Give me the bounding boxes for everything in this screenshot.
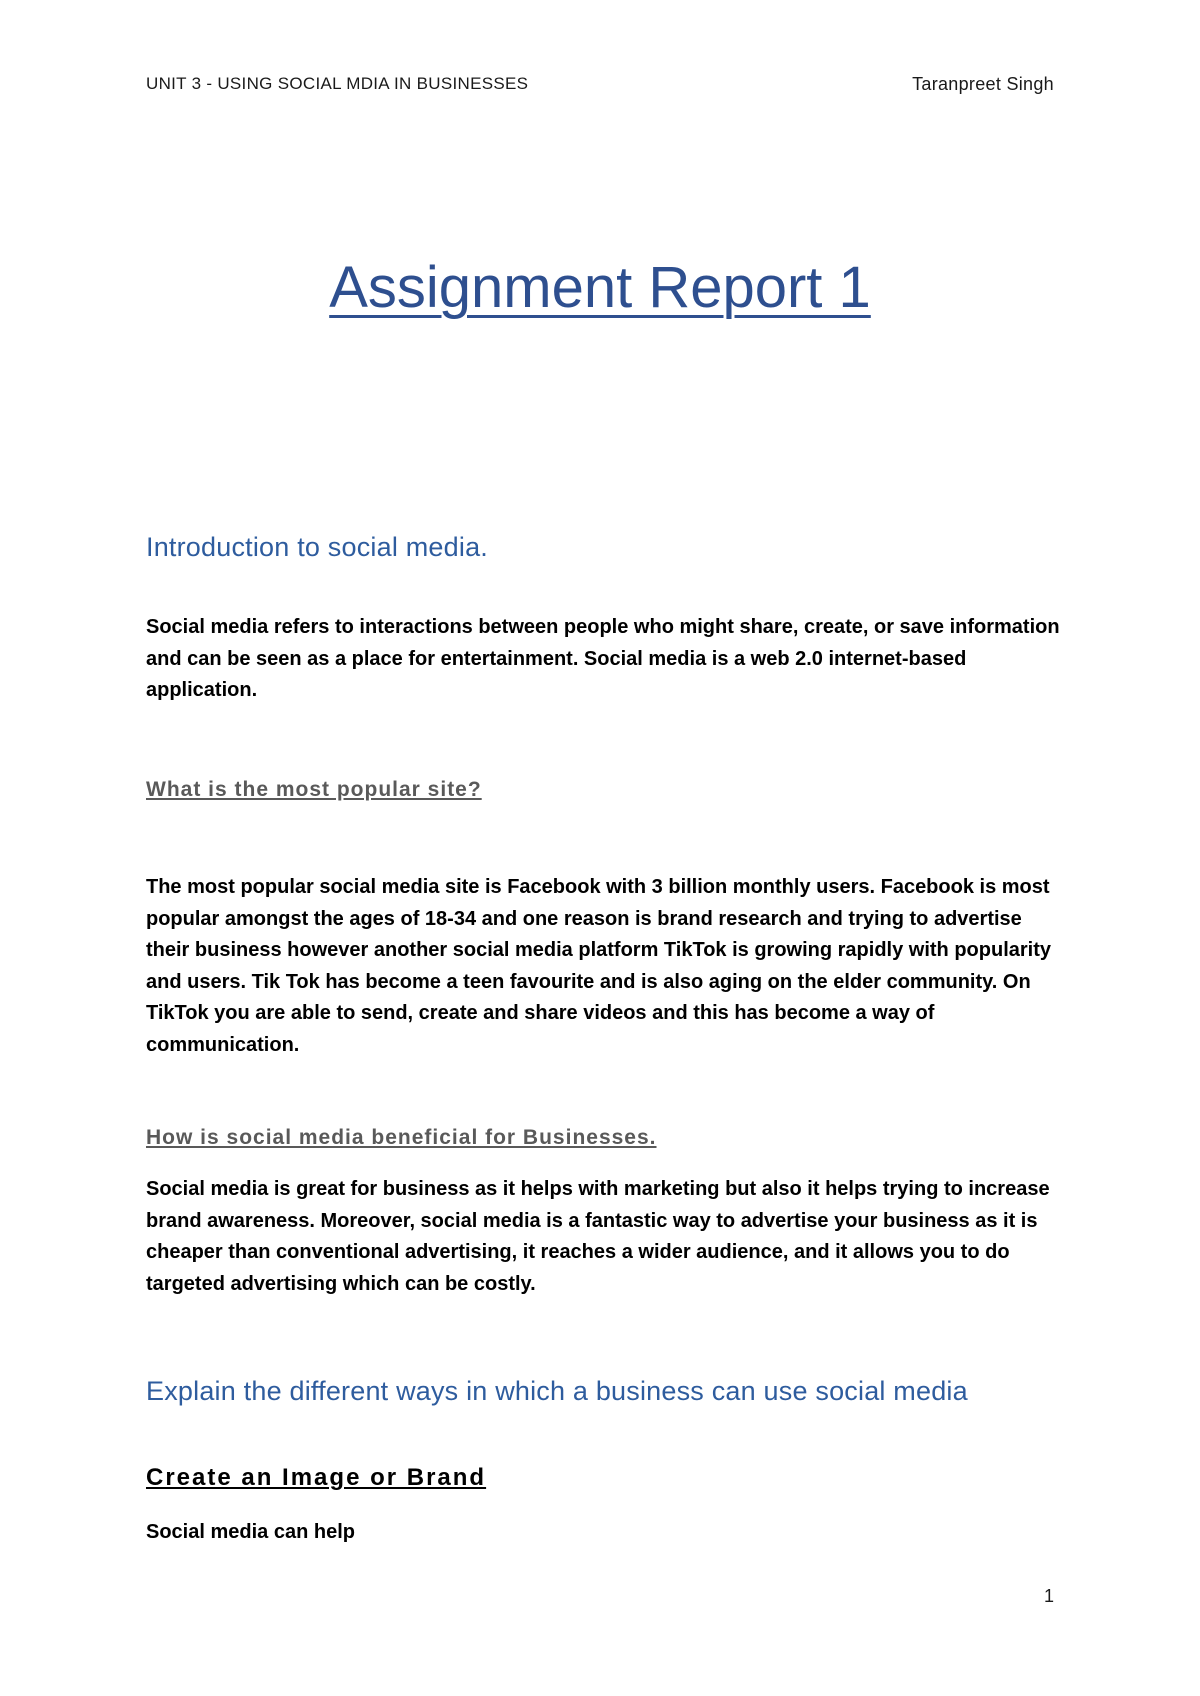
- page-number: 1: [1043, 1586, 1054, 1606]
- heading-create-image-brand: Create an Image or Brand: [146, 1464, 487, 1491]
- paragraph-business-benefits: Social media is great for business as it helps with marketing but also it helps trying to increase brand awareness. Moreover, social media is a fantastic way to advertise your business as it is cheaper than conventional advertising, it reaches a wider audience, and it allows you to do targeted advertising which can be costly.: [146, 1178, 1050, 1295]
- header-unit-title: UNIT 3 - USING SOCIAL MDIA IN BUSINESSES: [146, 74, 529, 93]
- paragraph-most-popular-site: The most popular social media site is Facebook with 3 billion monthly users. Facebook is most popular amongst the ages of 18-34 and one reason is brand research and trying to advertise their business however another social media platform TikTok is growing rapidly with popularity and users. Tik Tok has become a teen favourite and is also aging on the elder community. On TikTok you are able to send, create and share videos and this has become a way of communication.: [146, 876, 1051, 1056]
- paragraph-introduction: Social media refers to interactions between people who might share, create, or save information and can be seen as a place for entertainment. Social media is a web 2.0 internet-based application.: [146, 616, 1060, 701]
- heading-business-benefits: How is social media beneficial for Businesses.: [146, 1126, 657, 1149]
- heading-introduction: Introduction to social media.: [146, 532, 488, 562]
- page-title-text: Assignment Report 1: [329, 255, 871, 320]
- page-title: [0, 256, 1200, 320]
- heading-most-popular-site: What is the most popular site?: [146, 778, 482, 801]
- heading-business-uses: Explain the different ways in which a business can use social media: [146, 1376, 968, 1406]
- header-author: Taranpreet Singh: [912, 74, 1054, 94]
- paragraph-create-image-brand: Social media can help: [146, 1521, 355, 1543]
